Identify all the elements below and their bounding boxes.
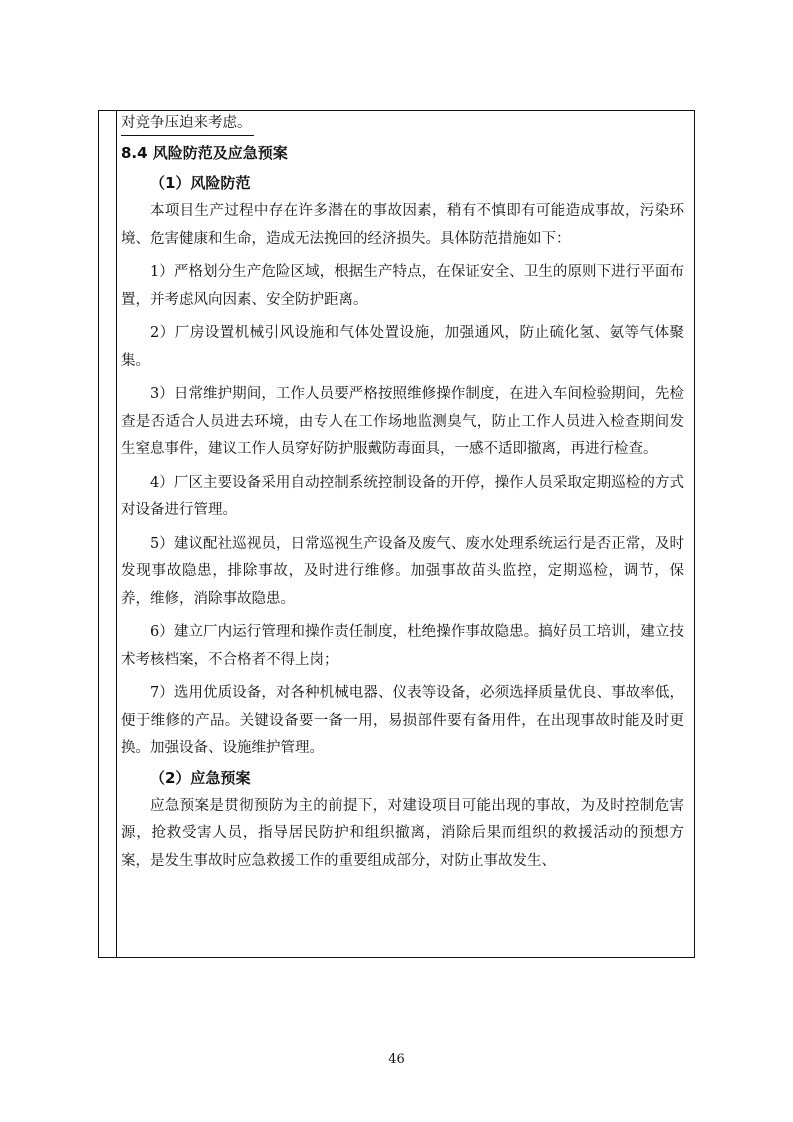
- section-heading: 8.4 风险防范及应急预案: [121, 144, 288, 162]
- page-number: 46: [388, 1052, 405, 1067]
- intro-paragraph: 本项目生产过程中存在许多潜在的事故因素，稍有不慎即有可能造成事故，污染环境、危害健康和生命，造成无法挽回的经济损失。具体防范措施如下：: [121, 203, 684, 247]
- measure-item-6: 6）建立厂内运行管理和操作责任制度，杜绝操作事故隐患。搞好员工培训，建立技术考核档案，不合格者不得上岗；: [121, 624, 684, 668]
- measure-item-3: 3）日常维护期间，工作人员要严格按照维修操作制度，在进入车间检验期间，先检查是否适合人员进去环境，由专人在工作场地监测臭气，防止工作人员进入检查期间发生窒息事件，建议工作人员穿好防护服戴防毒面具，一感不适即撤离，再进行检查。: [121, 386, 684, 457]
- measure-item-4: 4）厂区主要设备采用自动控制系统控制设备的开停，操作人员采取定期巡检的方式对设备进行管理。: [121, 474, 684, 518]
- emergency-paragraph: 应急预案是贯彻预防为主的前提下，对建设项目可能出现的事故，为及时控制危害源，抢救受害人员，指导居民防护和组织撤离，消除后果而组织的救援活动的预想方案，是发生事故时应急救援工作的重要组成部分，对防止事故发生、: [121, 797, 684, 869]
- table-content-cell: [121, 111, 684, 875]
- measure-item-7: 7）选用优质设备，对各种机械电器、仪表等设备，必须选择质量优良、事故率低，便于维修的产品。关键设备要一备一用，易损部件要有备用件，在出现事故时能及时更换。加强设备、设施维护管理。: [121, 685, 684, 756]
- content-table-frame: [98, 110, 695, 958]
- table-left-column-divider: [116, 111, 117, 957]
- subsection-heading-risk-prevention: （1）风险防范: [150, 174, 251, 192]
- measure-item-1: 1）严格划分生产危险区域，根据生产特点，在保证安全、卫生的原则下进行平面布置，并考虑风向因素、安全防护距离。: [121, 264, 684, 308]
- subsection-heading-emergency-plan: （2）应急预案: [150, 768, 251, 787]
- measure-item-5: 5）建议配社巡视员，日常巡视生产设备及废气、废水处理系统运行是否正常，及时发现事故隐患，排除事故，及时进行维修。加强事故苗头监控，定期巡检，调节，保养，维修，消除事故隐患。: [121, 535, 684, 607]
- continuation-line: 对竞争压迫来考虑。: [121, 111, 254, 136]
- measure-item-2: 2）厂房设置机械引风设施和气体处置设施，加强通风，防止硫化氢、氨等气体聚集。: [121, 325, 684, 369]
